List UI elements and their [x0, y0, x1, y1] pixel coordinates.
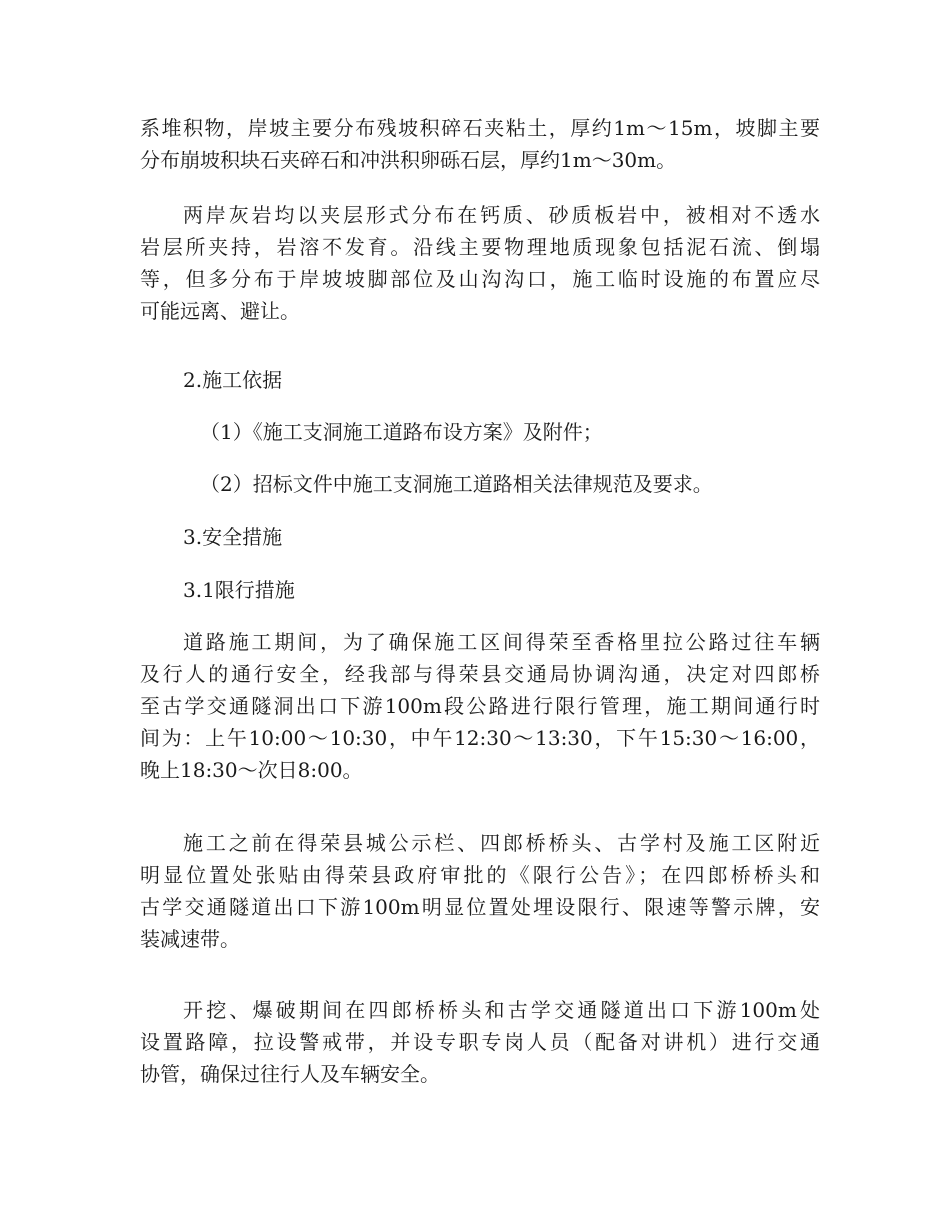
- section-heading-safety: [140, 521, 820, 553]
- text-line: 至古学交通隧洞出口下游100m段公路进行限行管理，施工期间通行时: [140, 694, 820, 718]
- heading-text: 3.安全措施: [183, 525, 283, 549]
- text-line: 系堆积物，岸坡主要分布残坡积碎石夹粘土，厚约1m～15m，坡脚主要: [140, 116, 820, 140]
- text-line: 可能远离、避让。: [140, 299, 300, 323]
- text-line: 等，但多分布于岸坡坡脚部位及山沟沟口，施工临时设施的布置应尽: [140, 267, 820, 291]
- text-line: 道路施工期间，为了确保施工区间得荣至香格里拉公路过往车辆: [183, 630, 820, 654]
- section-heading-basis: [140, 364, 820, 396]
- text-line: 明显位置处张贴由得荣县政府审批的《限行公告》；在四郎桥桥头和: [140, 863, 820, 887]
- text-line: 晚上18:30～次日8:00。: [140, 758, 363, 782]
- text-line: 分布崩坡积块石夹碎石和冲洪积卵砾石层，厚约1m～30m。: [140, 148, 677, 172]
- list-item: （2）招标文件中施工支洞施工道路相关法律规范及要求。: [200, 472, 713, 496]
- text-line: 协管，确保过往行人及车辆安全。: [140, 1062, 440, 1086]
- text-line: 设置路障，拉设警戒带，并设专职专岗人员（配备对讲机）进行交通: [140, 1030, 820, 1054]
- basis-item-1: [140, 416, 820, 448]
- paragraph-geology-continued: [140, 112, 820, 176]
- basis-item-2: [140, 468, 820, 500]
- list-item: （1）《施工支洞施工道路布设方案》及附件；: [200, 420, 603, 444]
- paragraph-traffic-restriction: [140, 626, 820, 786]
- text-line: 装减速带。: [140, 927, 240, 951]
- text-line: 岩层所夹持，岩溶不发育。沿线主要物理地质现象包括泥石流、倒塌: [140, 235, 820, 259]
- paragraph-limestone: [140, 199, 820, 327]
- subsection-heading-restriction: [140, 574, 820, 606]
- heading-text: 3.1限行措施: [183, 578, 295, 602]
- heading-text: 2.施工依据: [183, 368, 283, 392]
- text-line: 及行人的通行安全，经我部与得荣县交通局协调沟通，决定对四郎桥: [140, 662, 820, 686]
- text-line: 两岸灰岩均以夹层形式分布在钙质、砂质板岩中，被相对不透水: [183, 203, 820, 227]
- text-line: 间为：上午10:00～10:30，中午12:30～13:30，下午15:30～16:00，: [140, 726, 820, 750]
- paragraph-notice: [140, 827, 820, 955]
- paragraph-blasting: [140, 994, 820, 1090]
- text-line: 施工之前在得荣县城公示栏、四郎桥桥头、古学村及施工区附近: [183, 831, 820, 855]
- text-line: 古学交通隧道出口下游100m明显位置处埋设限行、限速等警示牌，安: [140, 895, 820, 919]
- text-line: 开挖、爆破期间在四郎桥桥头和古学交通隧道出口下游100m处: [183, 998, 820, 1022]
